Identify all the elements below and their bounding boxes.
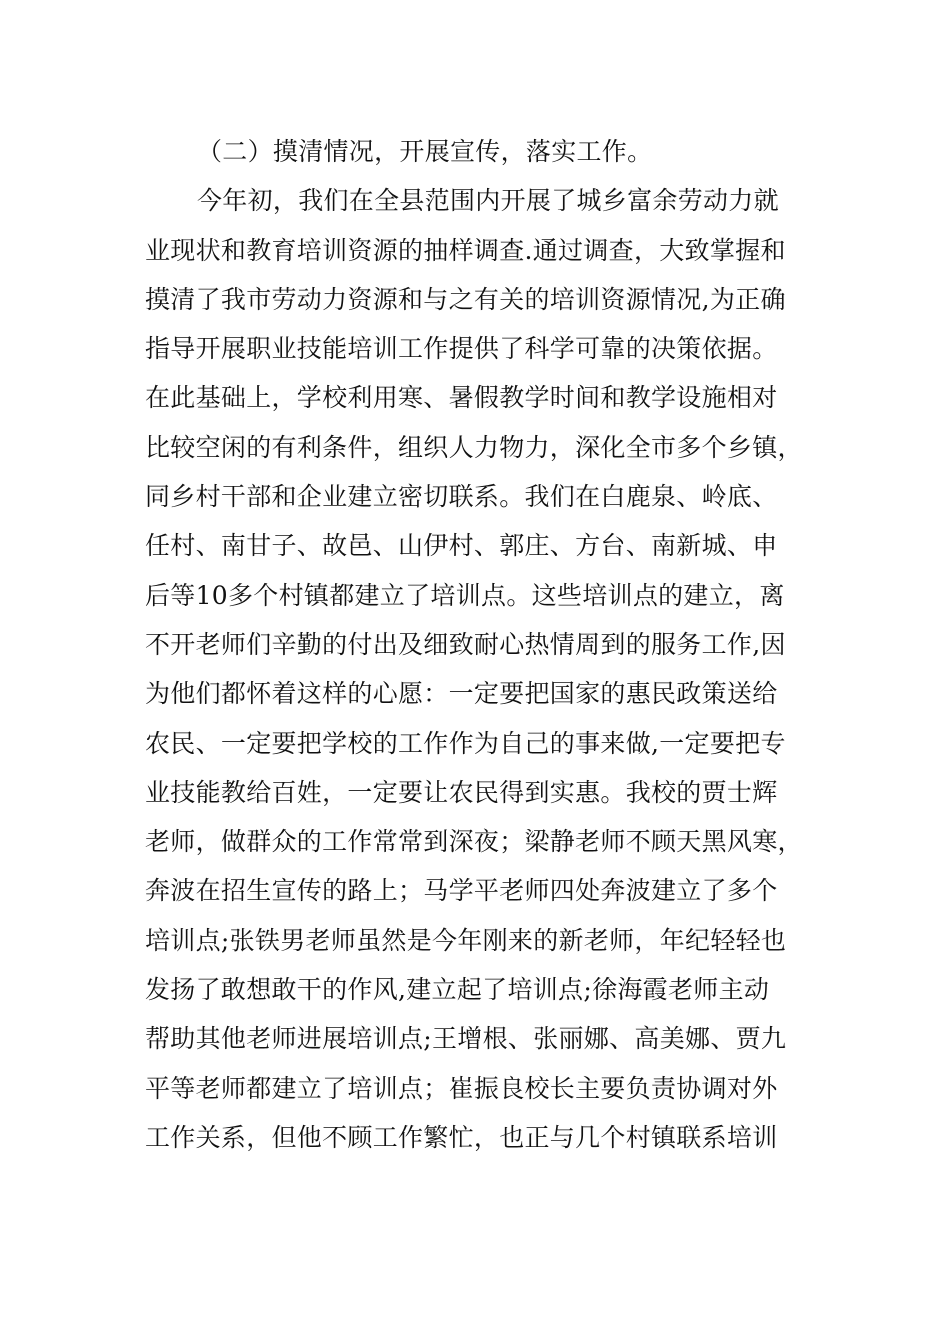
paragraph-line: 不开老师们辛勤的付出及细致耐心热情周到的服务工作,因	[145, 629, 786, 659]
paragraph-line: 奔波在招生宣传的路上；马学平老师四处奔波建立了多个	[145, 876, 778, 906]
paragraph-line: 工作关系，但他不顾工作繁忙，也正与几个村镇联系培训	[145, 1122, 778, 1152]
paragraph-line: 农民、一定要把学校的工作作为自己的事来做,一定要把专	[145, 728, 786, 758]
document-body	[145, 127, 805, 1162]
paragraph-line: 同乡村干部和企业建立密切联系。我们在白鹿泉、岭底、	[145, 482, 778, 512]
paragraph-line: 后等10多个村镇都建立了培训点。这些培训点的建立，离	[145, 580, 785, 610]
paragraph-line: 摸清了我市劳动力资源和与之有关的培训资源情况,为正确	[145, 284, 786, 314]
paragraph-line: 在此基础上，学校利用寒、暑假教学时间和教学设施相对	[145, 383, 778, 413]
paragraph-line: 指导开展职业技能培训工作提供了科学可靠的决策依据。	[145, 334, 778, 364]
paragraph-line: 比较空闲的有利条件，组织人力物力，深化全市多个乡镇，	[145, 432, 803, 462]
paragraph-line: 任村、南甘子、故邑、山伊村、郭庄、方台、南新城、申	[145, 531, 778, 561]
section-heading: （二）摸清情况，开展宣传，落实工作。	[197, 137, 653, 166]
paragraph-line: 平等老师都建立了培训点；崔振良校长主要负责协调对外	[145, 1073, 778, 1103]
paragraph-line: 为他们都怀着这样的心愿：一定要把国家的惠民政策送给	[145, 679, 778, 709]
paragraph-line: 发扬了敢想敢干的作风,建立起了培训点;徐海霞老师主动	[145, 975, 770, 1005]
paragraph-line: 今年初，我们在全县范围内开展了城乡富余劳动力就	[197, 186, 779, 216]
paragraph-line: 培训点;张铁男老师虽然是今年刚来的新老师，年纪轻轻也	[145, 925, 787, 955]
paragraph-line: 帮助其他老师进展培训点;王增根、张丽娜、高美娜、贾九	[145, 1024, 787, 1054]
paragraph-line: 老师，做群众的工作常常到深夜；梁静老师不顾天黑风寒，	[145, 827, 803, 857]
paragraph-line: 业技能教给百姓，一定要让农民得到实惠。我校的贾士辉	[145, 777, 778, 807]
paragraph-line: 业现状和教育培训资源的抽样调查.通过调查，大致掌握和	[145, 235, 786, 265]
